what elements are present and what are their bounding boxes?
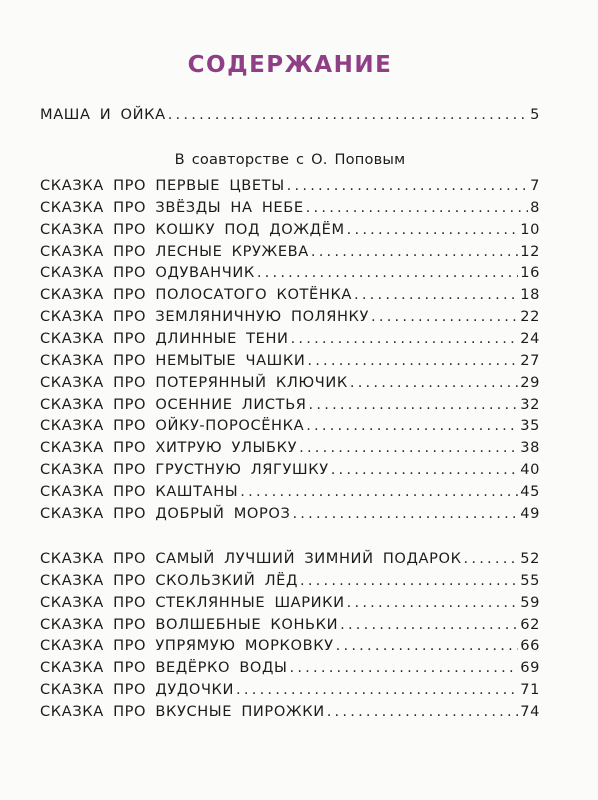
toc-entry-title: СКАЗКА ПРО ДЛИННЫЕ ТЕНИ (40, 329, 289, 347)
toc-entry-title: СКАЗКА ПРО ПЕРВЫЕ ЦВЕТЫ (40, 177, 285, 194)
toc-entry-page: 8 (530, 198, 540, 216)
toc-entry-page: 52 (520, 550, 540, 567)
dot-leader (306, 417, 518, 434)
toc-entry-page: 71 (520, 681, 540, 699)
toc-entry-page: 69 (520, 659, 540, 677)
toc-entry (40, 417, 540, 439)
toc-entry-title: СКАЗКА ПРО ОЙКУ-ПОРОСЁНКА (40, 417, 305, 435)
toc-entry-page: 5 (530, 106, 540, 123)
dot-leader (292, 505, 518, 522)
page-title: СОДЕРЖАНИЕ (187, 52, 393, 78)
dot-leader (464, 550, 519, 567)
toc-entry-intro (40, 106, 540, 128)
toc-entry-page: 22 (520, 308, 540, 326)
toc-entry-page: 10 (520, 220, 540, 238)
toc-entry-title: СКАЗКА ПРО ВЕДЁРКО ВОДЫ (40, 659, 288, 677)
toc-entry-page: 49 (520, 504, 540, 522)
toc-entry (40, 616, 540, 638)
toc-entry-page: 74 (520, 702, 540, 720)
toc-entry (40, 308, 540, 330)
toc-entry (40, 594, 540, 616)
dot-leader (340, 616, 518, 633)
toc-entry-page: 29 (520, 373, 540, 391)
toc-entry-page: 7 (530, 177, 540, 194)
toc-entry-page: 66 (520, 637, 540, 655)
dot-leader (300, 572, 518, 589)
dot-leader (307, 352, 518, 369)
dot-leader (354, 286, 518, 303)
toc-entry (40, 439, 540, 461)
toc-entry (40, 264, 540, 286)
toc-entry-page: 40 (520, 461, 540, 479)
toc-entry (40, 461, 540, 483)
dot-leader (350, 374, 518, 391)
dot-leader (371, 308, 518, 325)
toc-entry-page: 59 (520, 593, 540, 611)
toc-entry-title: СКАЗКА ПРО ЛЕСНЫЕ КРУЖЕВА (40, 242, 309, 260)
toc-entry (40, 572, 540, 594)
toc-entry-title: СКАЗКА ПРО САМЫЙ ЛУЧШИЙ ЗИМНИЙ ПОДАРОК (40, 550, 462, 567)
toc-entry (40, 177, 540, 199)
toc-entry (40, 637, 540, 659)
toc-entry-page: 16 (520, 264, 540, 282)
dot-leader (299, 439, 518, 456)
toc-entry-title: СКАЗКА ПРО ОДУВАНЧИК (40, 264, 255, 282)
dot-leader (336, 637, 519, 654)
toc-entry (40, 352, 540, 374)
toc-entry-page: 62 (520, 615, 540, 633)
toc-entry-page: 55 (520, 571, 540, 589)
toc-entry-title: СКАЗКА ПРО ВОЛШЕБНЫЕ КОНЬКИ (40, 615, 339, 633)
dot-leader (309, 396, 519, 413)
toc-entry-title: СКАЗКА ПРО СТЕКЛЯННЫЕ ШАРИКИ (40, 593, 345, 611)
toc-entry-title: СКАЗКА ПРО СКОЛЬЗКИЙ ЛЁД (40, 571, 298, 589)
toc-entry-title: СКАЗКА ПРО ДОБРЫЙ МОРОЗ (40, 504, 291, 522)
toc-entry-title: СКАЗКА ПРО ДУДОЧКИ (40, 681, 235, 699)
dot-leader (236, 681, 518, 698)
toc-entry-page: 35 (520, 417, 540, 435)
toc-entry-page: 18 (520, 286, 540, 304)
toc-entry-title: СКАЗКА ПРО ГРУСТНУЮ ЛЯГУШКУ (40, 461, 329, 479)
toc-entry (40, 199, 540, 221)
toc-entry-title: СКАЗКА ПРО НЕМЫТЫЕ ЧАШКИ (40, 351, 306, 369)
toc-entry-title: СКАЗКА ПРО КАШТАНЫ (40, 482, 239, 500)
toc-entry-page: 32 (520, 395, 540, 413)
toc-entry-title: СКАЗКА ПРО ВКУСНЫЕ ПИРОЖКИ (40, 702, 325, 720)
toc-entry-title: СКАЗКА ПРО КОШКУ ПОД ДОЖДЁМ (40, 220, 345, 238)
toc-entry-page: 45 (520, 482, 540, 500)
toc-entry (40, 286, 540, 308)
toc-entry (40, 221, 540, 243)
toc-entry-page: 38 (520, 439, 540, 457)
toc-entry (40, 659, 540, 681)
toc-entry-page: 24 (520, 329, 540, 347)
toc-entry (40, 483, 540, 505)
toc-entry-title: СКАЗКА ПРО ЗВЁЗДЫ НА НЕБЕ (40, 198, 304, 216)
toc-entry-page: 12 (520, 242, 540, 260)
dot-leader (347, 221, 519, 238)
dot-leader (257, 264, 518, 281)
toc-entry-title: СКАЗКА ПРО УПРЯМУЮ МОРКОВКУ (40, 637, 334, 655)
toc-entry (40, 703, 540, 725)
dot-leader (306, 199, 528, 216)
toc-entry (40, 681, 540, 703)
dot-leader (240, 483, 518, 500)
coauthor-note: В соавторстве с О. Поповым (174, 151, 406, 168)
toc-entry-title: СКАЗКА ПРО ОСЕННИЕ ЛИСТЬЯ (40, 395, 307, 413)
toc-entry-title: СКАЗКА ПРО ПОТЕРЯННЫЙ КЛЮЧИК (40, 373, 348, 391)
toc-entry (40, 550, 540, 572)
toc-entry-title: СКАЗКА ПРО ЗЕМЛЯНИЧНУЮ ПОЛЯНКУ (40, 308, 370, 326)
toc-entry (40, 330, 540, 352)
toc-entry (40, 505, 540, 527)
dot-leader (168, 106, 528, 123)
toc-entry-title: СКАЗКА ПРО ХИТРУЮ УЛЫБКУ (40, 439, 298, 457)
dot-leader (331, 461, 519, 478)
dot-leader (291, 330, 519, 347)
dot-leader (347, 594, 519, 611)
toc-entry-page: 27 (520, 351, 540, 369)
toc-entry-title: МАША И ОЙКА (40, 106, 166, 123)
dot-leader (311, 243, 518, 260)
dot-leader (290, 659, 519, 676)
toc-entry (40, 374, 540, 396)
dot-leader (327, 703, 519, 720)
toc-entry (40, 396, 540, 418)
toc-entry-title: СКАЗКА ПРО ПОЛОСАТОГО КОТЁНКА (40, 286, 352, 304)
toc-entry (40, 243, 540, 265)
dot-leader (287, 177, 528, 194)
